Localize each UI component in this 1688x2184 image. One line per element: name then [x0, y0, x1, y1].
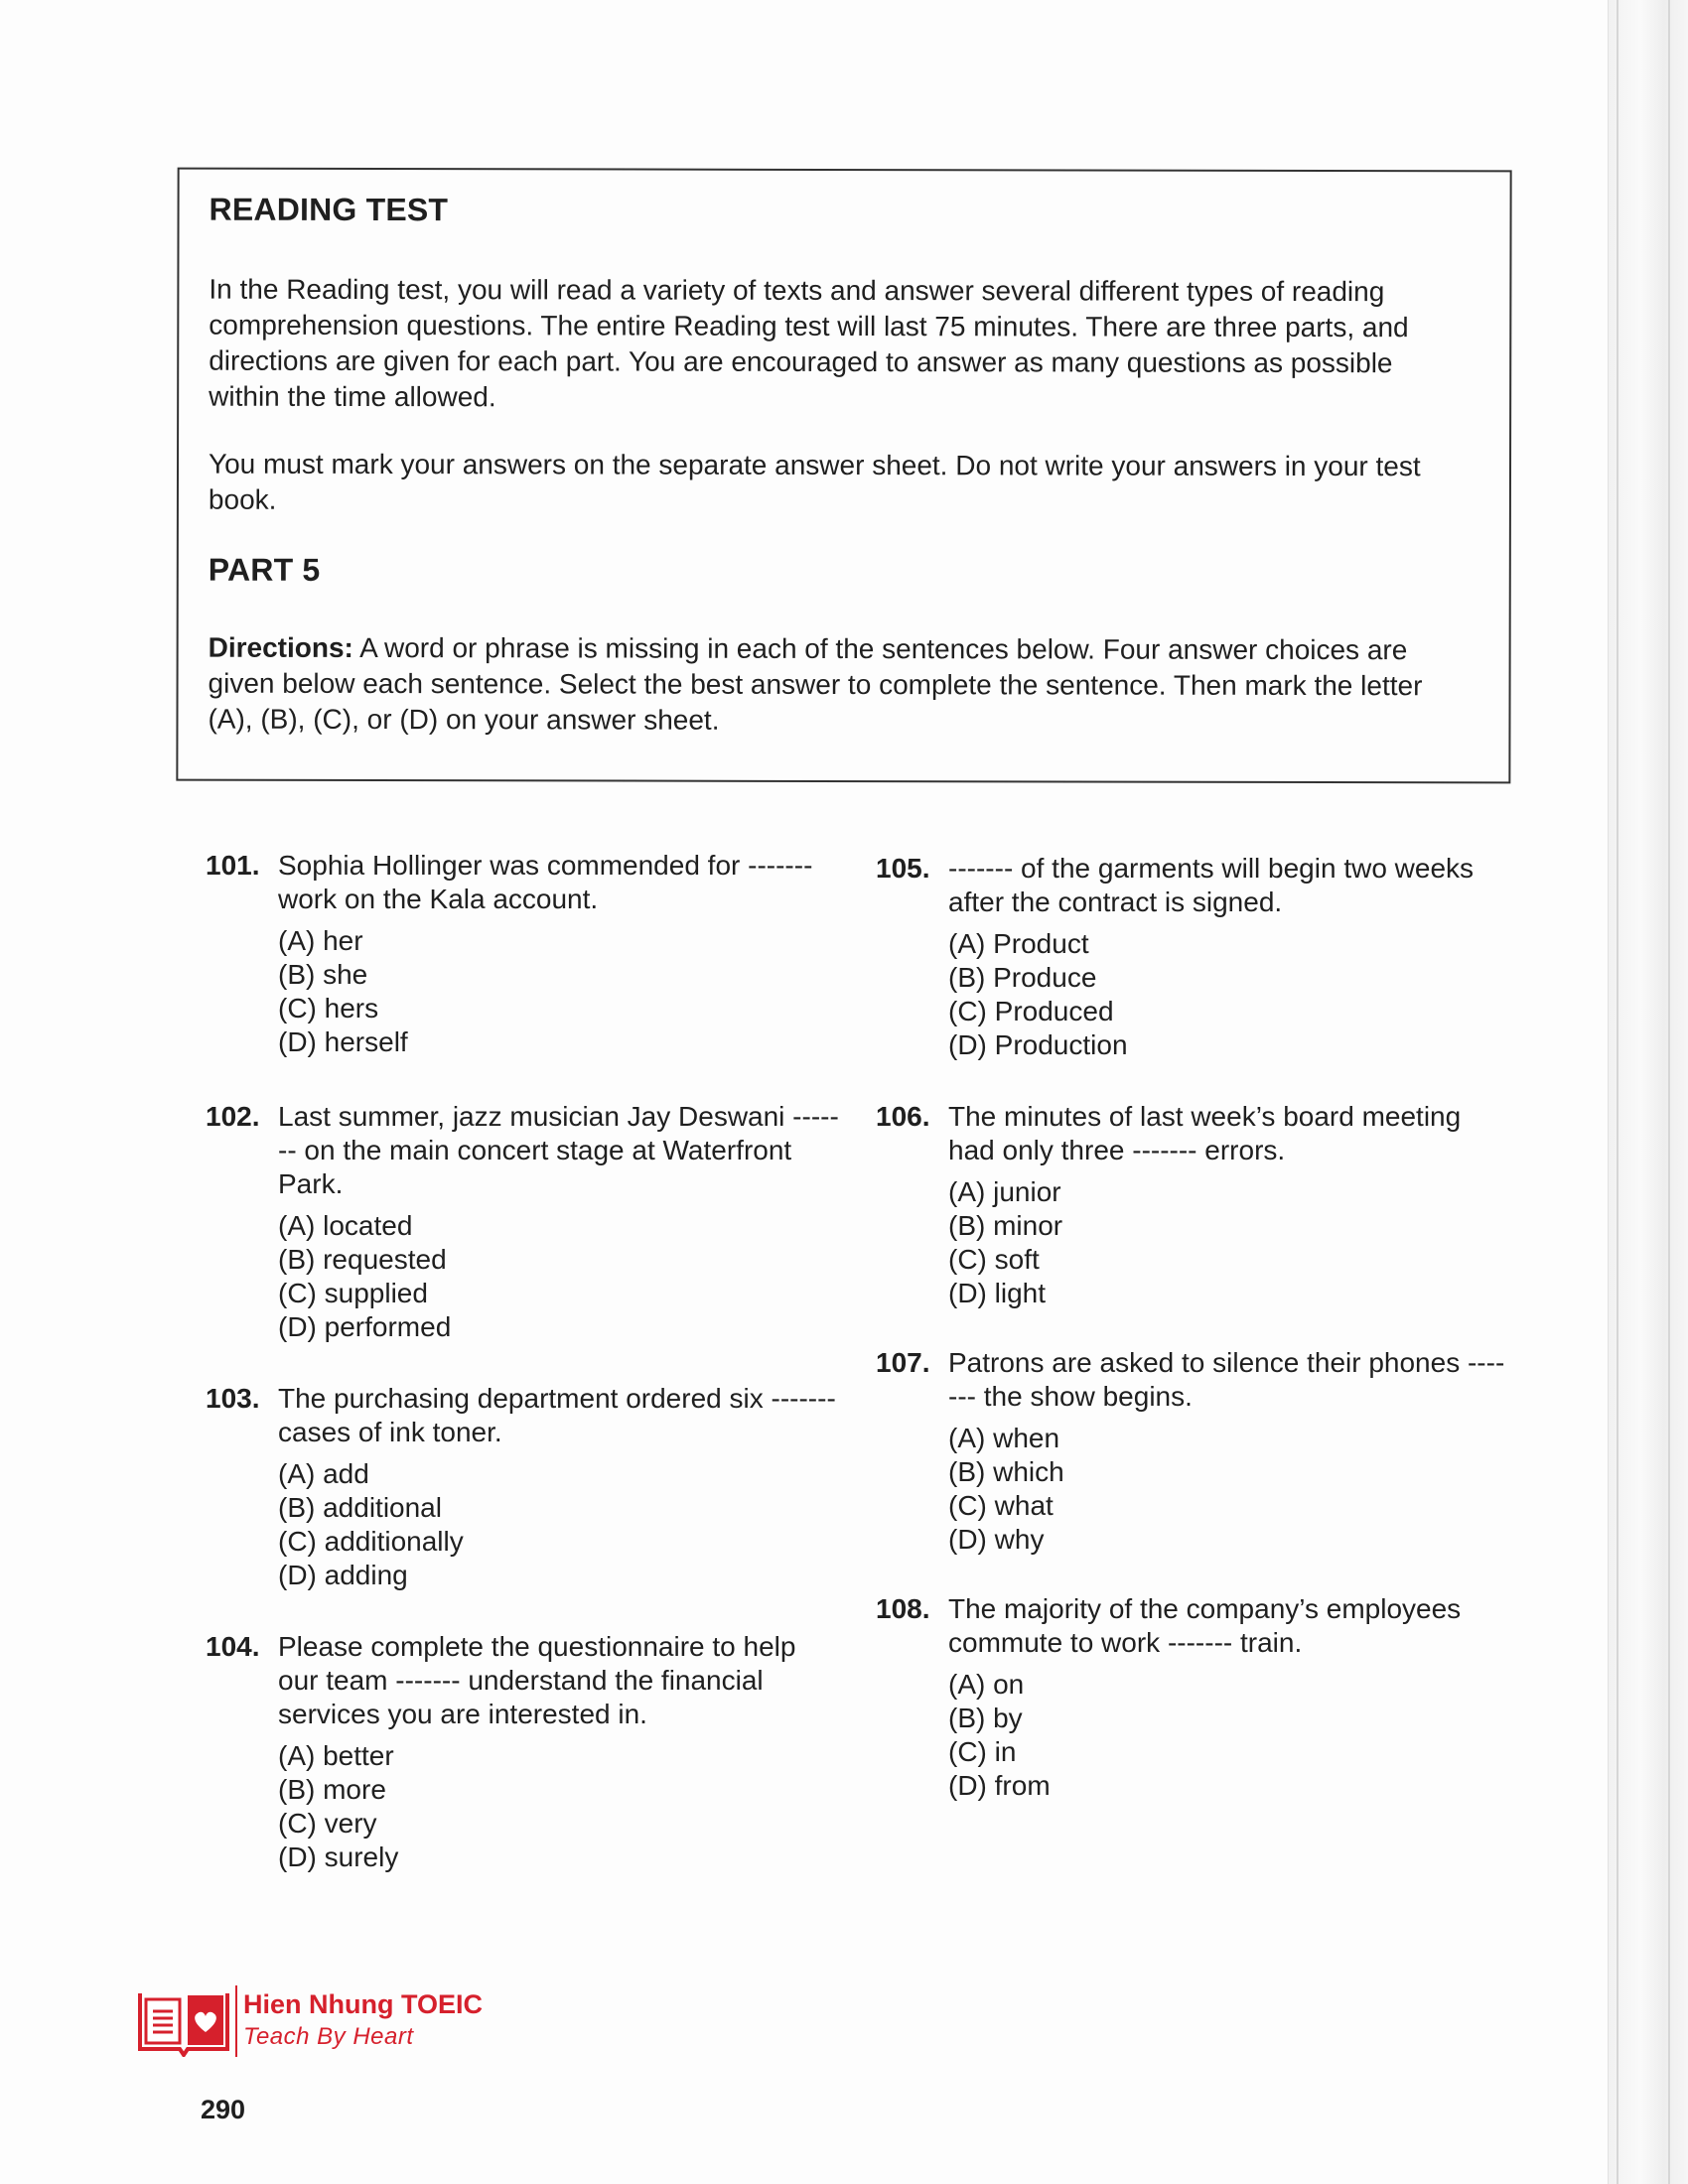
- answer-option: (D) light: [948, 1278, 1047, 1308]
- question-stem: ------- of the garments will begin two weeks after the contract is signed.: [948, 853, 1475, 917]
- answer-option: (A) when: [948, 1423, 1060, 1453]
- answer-option: (B) more: [278, 1774, 386, 1805]
- answer-option: (D) adding: [278, 1560, 408, 1590]
- question-103: [206, 1382, 841, 1592]
- answer-option: (B) which: [948, 1456, 1064, 1487]
- answer-option: (A) located: [278, 1210, 413, 1241]
- answer-option: (D) surely: [278, 1842, 399, 1872]
- question-number: 105.: [876, 853, 930, 884]
- reading-test-intro-paragraph: In the Reading test, you will read a variety of texts and answer several different types of reading comprehension questions. The entire Reading test will last 75 minutes. There are three parts, and directions are given for each part. You are encouraged to answer as many questions as possible within the time allowed.: [209, 273, 1409, 413]
- answer-option: (D) performed: [278, 1311, 452, 1342]
- question-102: [206, 1100, 841, 1344]
- answer-option: (A) junior: [948, 1176, 1061, 1207]
- answer-option: (A) add: [278, 1458, 369, 1489]
- answer-option: (C) very: [278, 1808, 377, 1839]
- question-number: 107.: [876, 1347, 930, 1378]
- answer-options: [278, 924, 841, 1059]
- answer-option: (D) why: [948, 1524, 1045, 1555]
- question-stem: Patrons are asked to silence their phones ------- the show begins.: [948, 1347, 1505, 1412]
- answer-option: (A) on: [948, 1669, 1025, 1700]
- question-number: 106.: [876, 1101, 930, 1132]
- answer-option: (A) better: [278, 1740, 394, 1771]
- answer-options: [948, 1668, 1511, 1803]
- answer-option: (B) additional: [278, 1492, 442, 1523]
- directions-text: A word or phrase is missing in each of the sentences below. Four answer choices are given below each sentence. Select the best answer to complete the sentence. Then mark the letter (A), (B), (C), or (D) on your answer sheet.: [208, 631, 1423, 736]
- answer-option: (A) Product: [948, 928, 1089, 959]
- page-binding-edge: [1608, 0, 1688, 2184]
- answer-sheet-instructions: You must mark your answers on the separate answer sheet. Do not write your answers in your test book.: [208, 448, 1421, 515]
- answer-option: (D) from: [948, 1770, 1051, 1801]
- answer-option: (C) additionally: [278, 1526, 464, 1557]
- directions-box: [176, 168, 1511, 784]
- question-number: 108.: [876, 1593, 930, 1624]
- question-stem: Last summer, jazz musician Jay Deswani ------- on the main concert stage at Waterfront Park.: [278, 1101, 839, 1199]
- answer-option: (B) by: [948, 1703, 1023, 1733]
- question-104: [206, 1630, 841, 1874]
- brand-logo: [136, 1985, 533, 2065]
- answer-option: (D) herself: [278, 1026, 408, 1057]
- question-stem: The purchasing department ordered six ------- cases of ink toner.: [278, 1383, 836, 1447]
- question-107: [876, 1346, 1511, 1557]
- question-108: [876, 1592, 1511, 1803]
- answer-option: (D) Production: [948, 1029, 1128, 1060]
- part-directions: [208, 630, 1469, 741]
- answer-option: (C) hers: [278, 993, 379, 1024]
- answer-options: [948, 927, 1511, 1062]
- book-heart-icon: [136, 1985, 231, 2057]
- question-stem: The majority of the company’s employees commute to work ------- train.: [948, 1593, 1462, 1658]
- logo-divider: [235, 1985, 237, 2057]
- answer-option: (C) Produced: [948, 996, 1114, 1026]
- question-number: 103.: [206, 1383, 260, 1414]
- answer-option: (C) what: [948, 1490, 1054, 1521]
- answer-options: [278, 1457, 841, 1592]
- brand-name: Hien Nhung TOEIC: [243, 1989, 483, 2019]
- question-stem: Sophia Hollinger was commended for ------- work on the Kala account.: [278, 850, 813, 914]
- question-number: 104.: [206, 1631, 260, 1662]
- reading-test-heading: READING TEST: [209, 191, 449, 228]
- answer-option: (B) Produce: [948, 962, 1097, 993]
- answer-options: [948, 1175, 1511, 1310]
- question-stem: Please complete the questionnaire to help our team ------- understand the financial services you are interested in.: [278, 1631, 796, 1729]
- question-stem: The minutes of last week’s board meeting had only three ------- errors.: [948, 1101, 1462, 1165]
- answer-option: (B) she: [278, 959, 368, 990]
- answer-option: (C) supplied: [278, 1278, 428, 1308]
- answer-options: [948, 1422, 1511, 1557]
- answer-option: (C) in: [948, 1736, 1017, 1767]
- part-heading: PART 5: [208, 551, 321, 588]
- question-101: [206, 849, 841, 1059]
- answer-option: (C) soft: [948, 1244, 1040, 1275]
- answer-options: [278, 1209, 841, 1344]
- answer-option: (A) her: [278, 925, 363, 956]
- question-number: 102.: [206, 1101, 260, 1132]
- question-106: [876, 1100, 1511, 1310]
- answer-option: (B) requested: [278, 1244, 447, 1275]
- answer-option: (B) minor: [948, 1210, 1063, 1241]
- brand-tagline: Teach By Heart: [243, 2023, 414, 2050]
- page-number: 290: [201, 2095, 246, 2124]
- answer-options: [278, 1739, 841, 1874]
- question-number: 101.: [206, 850, 260, 881]
- question-105: [876, 852, 1511, 1062]
- directions-label: Directions:: [208, 631, 353, 663]
